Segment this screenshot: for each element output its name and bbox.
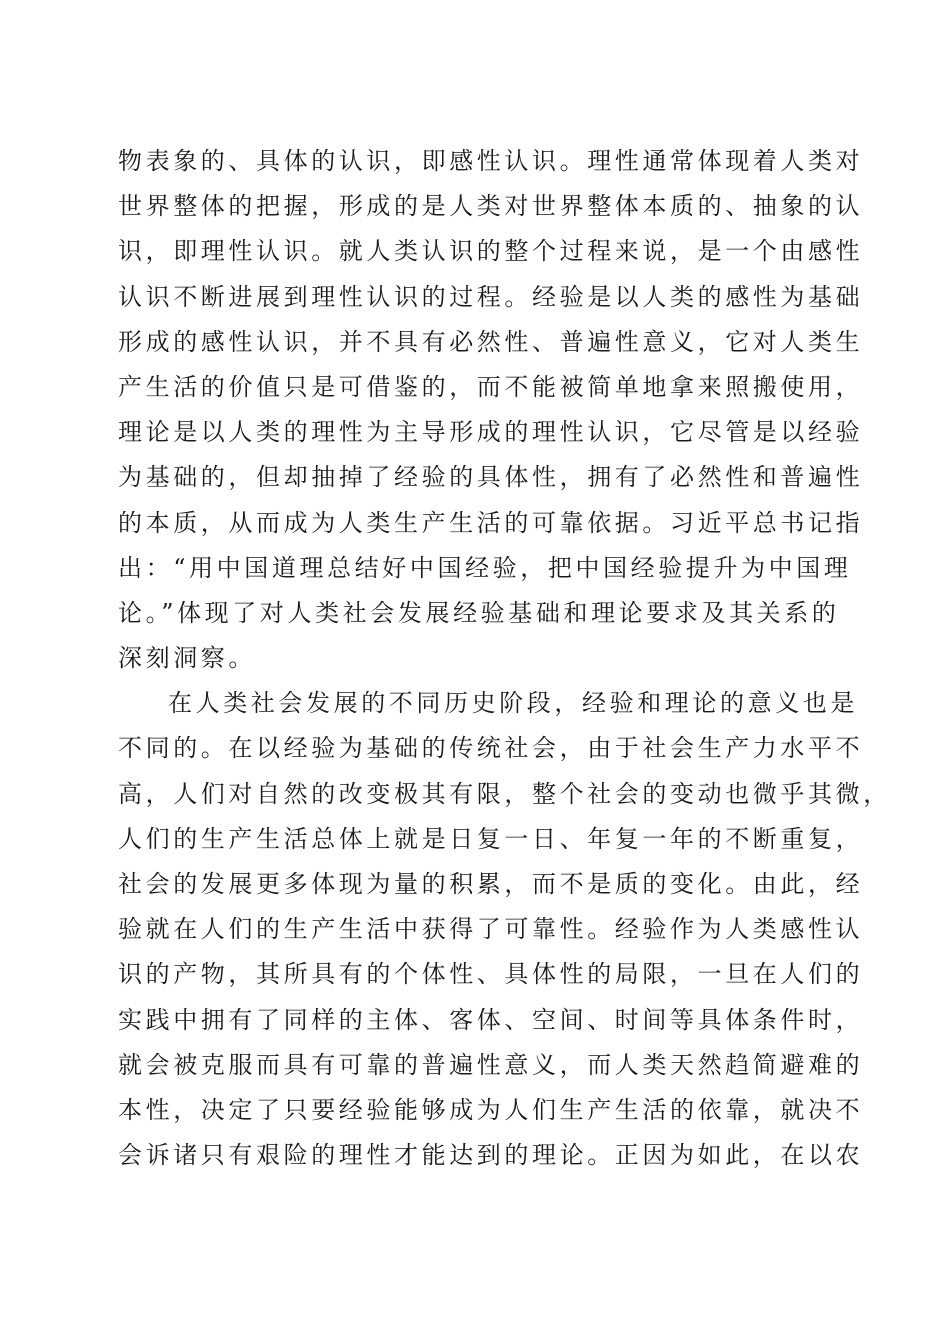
text-line: 世界整体的把握，形成的是人类对世界整体本质的、抽象的认 bbox=[118, 192, 864, 221]
text-line: 验就在人们的生产生活中获得了可靠性。经验作为人类感性认 bbox=[118, 915, 864, 944]
text-line: 就会被克服而具有可靠的普遍性意义，而人类天然趋简避难的 bbox=[118, 1050, 864, 1079]
text-line: 社会的发展更多体现为量的积累，而不是质的变化。由此，经 bbox=[118, 870, 864, 898]
text-line: 实践中拥有了同样的主体、客体、空间、时间等具体条件时， bbox=[118, 1005, 864, 1034]
text-line: 出：“用中国道理总结好中国经验，把中国经验提升为中国理 bbox=[118, 553, 852, 582]
text-line: 产生活的价值只是可借鉴的，而不能被简单地拿来照搬使用， bbox=[118, 372, 864, 401]
text-line: 论。”体现了对人类社会发展经验基础和理论要求及其关系的 bbox=[118, 598, 840, 627]
text-line: 识，即理性认识。就人类认识的整个过程来说，是一个由感性 bbox=[118, 237, 864, 266]
text-line: 识的产物，其所具有的个体性、具体性的局限，一旦在人们的 bbox=[118, 960, 864, 989]
text-line: 理论是以人类的理性为主导形成的理性认识，它尽管是以经验 bbox=[118, 418, 864, 447]
text-line: 形成的感性认识，并不具有必然性、普遍性意义，它对人类生 bbox=[118, 327, 864, 356]
text-line: 高，人们对自然的改变极其有限，整个社会的变动也微乎其微， bbox=[118, 779, 891, 808]
text-line: 深刻洞察。 bbox=[118, 644, 256, 673]
text-line: 不同的。在以经验为基础的传统社会，由于社会生产力水平不 bbox=[118, 734, 864, 763]
body-text bbox=[118, 139, 891, 1178]
text-line: 为基础的，但却抽掉了经验的具体性，拥有了必然性和普遍性 bbox=[118, 463, 864, 492]
text-line: 的本质，从而成为人类生产生活的可靠依据。习近平总书记指 bbox=[118, 508, 864, 537]
paragraph-first-line: 在人类社会发展的不同历史阶段，经验和理论的意义也是 bbox=[168, 689, 858, 718]
text-line: 物表象的、具体的认识，即感性认识。理性通常体现着人类对 bbox=[118, 147, 864, 175]
text-line: 人们的生产生活总体上就是日复一日、年复一年的不断重复， bbox=[118, 824, 864, 853]
text-line: 认识不断进展到理性认识的过程。经验是以人类的感性为基础 bbox=[118, 282, 864, 311]
text-line: 本性，决定了只要经验能够成为人们生产生活的依靠，就决不 bbox=[118, 1095, 864, 1124]
text-line: 会诉诸只有艰险的理性才能达到的理论。正因为如此，在以农 bbox=[118, 1141, 864, 1170]
